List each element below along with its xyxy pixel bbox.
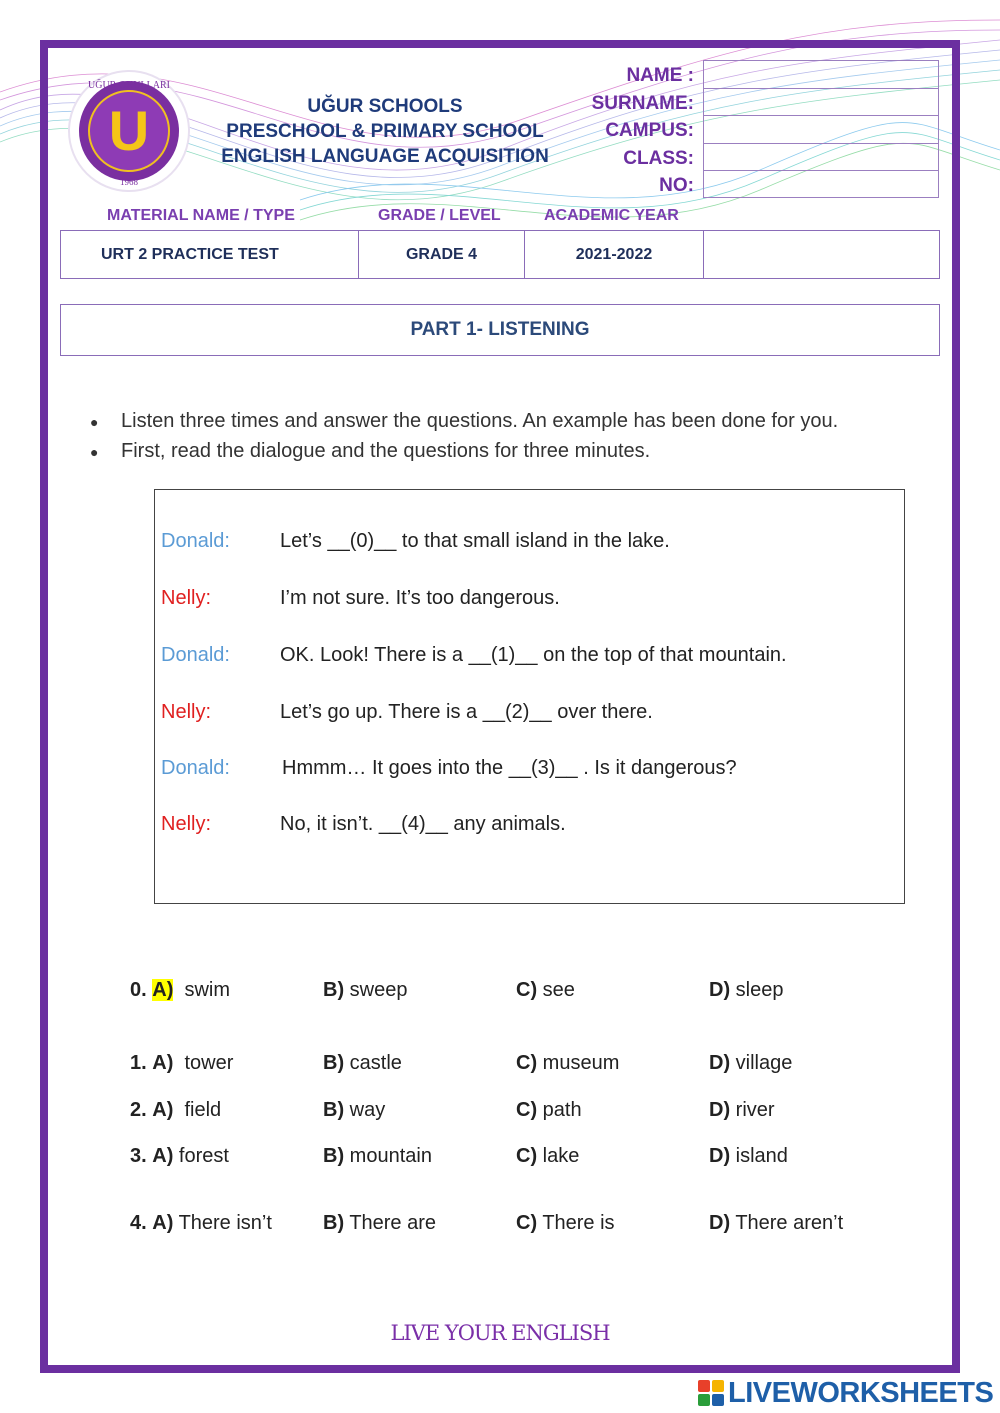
option-text: swim bbox=[184, 979, 231, 1001]
option-text: island bbox=[735, 1145, 788, 1167]
question-option[interactable] bbox=[709, 1048, 792, 1078]
question-option[interactable] bbox=[130, 1048, 233, 1078]
speaker-nelly: Nelly: bbox=[161, 701, 212, 723]
option-text: There aren’t bbox=[735, 1212, 844, 1234]
option-letter: C) bbox=[516, 1145, 538, 1167]
bullet-icon: ● bbox=[90, 443, 99, 460]
option-letter: D) bbox=[709, 979, 731, 1001]
question-option[interactable] bbox=[516, 1048, 619, 1078]
question-option[interactable] bbox=[323, 1095, 385, 1125]
name-label: NAME : bbox=[626, 65, 694, 86]
dialogue-line: Nelly: Let’s go up. There is a __(2)__ over there. bbox=[161, 697, 653, 727]
option-text: river bbox=[735, 1099, 775, 1121]
option-text: There is bbox=[542, 1212, 615, 1234]
speaker-donald: Donald: bbox=[161, 757, 230, 779]
question-option[interactable] bbox=[130, 1095, 221, 1125]
option-letter: D) bbox=[709, 1212, 731, 1234]
question-option[interactable] bbox=[516, 1208, 615, 1238]
school-name-line: PRESCHOOL & PRIMARY SCHOOL bbox=[226, 121, 544, 142]
question-option[interactable] bbox=[709, 1208, 843, 1238]
instruction-item: ● Listen three times and answer the questions. An example has been done for you. bbox=[90, 406, 838, 436]
option-text: forest bbox=[178, 1145, 229, 1167]
option-letter: D) bbox=[709, 1099, 731, 1121]
logo-year: 1968 bbox=[120, 177, 138, 187]
question-number: 1. bbox=[130, 1052, 147, 1074]
question-option[interactable] bbox=[323, 1141, 432, 1171]
option-text: mountain bbox=[349, 1145, 432, 1167]
option-letter: A) bbox=[152, 1052, 174, 1074]
question-option[interactable] bbox=[323, 1208, 436, 1238]
dialogue-line: Donald: OK. Look! There is a __(1)__ on the top of that mountain. bbox=[161, 640, 787, 670]
option-letter: B) bbox=[323, 1099, 345, 1121]
question-option[interactable] bbox=[709, 1141, 788, 1171]
option-text: village bbox=[735, 1052, 793, 1074]
speaker-donald: Donald: bbox=[161, 530, 230, 552]
grade-header: GRADE / LEVEL bbox=[378, 207, 501, 224]
option-text: way bbox=[349, 1099, 386, 1121]
question-option[interactable] bbox=[323, 975, 407, 1005]
no-field[interactable] bbox=[703, 170, 939, 198]
dialogue-line: Donald: Hmmm… It goes into the __(3)__ . Is it dangerous? bbox=[161, 753, 737, 783]
question-option[interactable] bbox=[516, 975, 575, 1005]
option-letter: A) bbox=[152, 1145, 174, 1167]
logo-letter: U bbox=[108, 99, 150, 162]
instructions bbox=[90, 406, 838, 466]
option-text: lake bbox=[542, 1145, 580, 1167]
year-header: ACADEMIC YEAR bbox=[544, 207, 679, 224]
student-id-labels bbox=[560, 62, 694, 200]
surname-field[interactable] bbox=[703, 88, 939, 116]
question-number: 2. bbox=[130, 1099, 147, 1121]
surname-label: SURNAME: bbox=[591, 92, 694, 114]
question-option[interactable] bbox=[709, 1095, 775, 1125]
grade-value: GRADE 4 bbox=[359, 231, 525, 278]
material-header: MATERIAL NAME / TYPE bbox=[107, 207, 295, 224]
school-logo-graphic bbox=[70, 72, 188, 190]
dialogue-box bbox=[154, 489, 905, 904]
dialogue-line: Nelly: I’m not sure. It’s too dangerous. bbox=[161, 583, 560, 613]
speaker-donald: Donald: bbox=[161, 644, 230, 666]
dialogue-line: Nelly: No, it isn’t. __(4)__ any animals. bbox=[161, 809, 566, 839]
question-option[interactable] bbox=[516, 1141, 579, 1171]
year-value: 2021-2022 bbox=[525, 231, 704, 278]
option-text: sleep bbox=[735, 979, 784, 1001]
question-number: 4. bbox=[130, 1212, 147, 1234]
meta-empty-cell bbox=[704, 231, 939, 278]
question-option[interactable] bbox=[130, 1141, 229, 1171]
question-option[interactable] bbox=[709, 975, 783, 1005]
school-logo bbox=[70, 72, 188, 190]
option-letter: B) bbox=[323, 1145, 345, 1167]
option-letter: B) bbox=[323, 1052, 345, 1074]
option-letter: A) bbox=[152, 1212, 174, 1234]
school-name-block bbox=[190, 94, 580, 169]
option-text: sweep bbox=[349, 979, 408, 1001]
option-text: castle bbox=[349, 1052, 402, 1074]
option-text: tower bbox=[184, 1052, 234, 1074]
option-letter: B) bbox=[323, 1212, 345, 1234]
option-text: field bbox=[184, 1099, 222, 1121]
speaker-nelly: Nelly: bbox=[161, 813, 212, 835]
question-option[interactable] bbox=[130, 975, 230, 1005]
option-letter: B) bbox=[323, 979, 345, 1001]
option-letter: A) bbox=[152, 979, 174, 1001]
option-text: museum bbox=[542, 1052, 620, 1074]
student-id-fields bbox=[703, 60, 939, 198]
option-text: There are bbox=[349, 1212, 437, 1234]
question-option[interactable] bbox=[516, 1095, 582, 1125]
question-option[interactable] bbox=[323, 1048, 402, 1078]
class-field[interactable] bbox=[703, 143, 939, 171]
footer-slogan: LIVE YOUR ENGLISH bbox=[390, 1321, 610, 1345]
part-title: PART 1- LISTENING bbox=[60, 304, 940, 356]
meta-table bbox=[60, 230, 940, 279]
material-value: URT 2 PRACTICE TEST bbox=[61, 231, 359, 278]
logo-ring-text: UĞUR OKULLARI bbox=[88, 80, 170, 91]
option-text: There isn’t bbox=[178, 1212, 272, 1234]
option-letter: C) bbox=[516, 1099, 538, 1121]
no-label: NO: bbox=[659, 175, 694, 197]
liveworksheets-watermark: LIVEWORKSHEETS bbox=[698, 1378, 993, 1408]
school-name-line: UĞUR SCHOOLS bbox=[307, 96, 463, 117]
name-field[interactable] bbox=[703, 60, 939, 88]
question-number: 0. bbox=[130, 979, 147, 1001]
option-letter: D) bbox=[709, 1052, 731, 1074]
campus-field[interactable] bbox=[703, 115, 939, 143]
option-letter: A) bbox=[152, 1099, 174, 1121]
instruction-item: ● First, read the dialogue and the questions for three minutes. bbox=[90, 436, 838, 466]
campus-label: CAMPUS: bbox=[605, 120, 694, 142]
class-label: CLASS: bbox=[623, 147, 694, 169]
question-number: 3. bbox=[130, 1145, 147, 1167]
option-text: path bbox=[542, 1099, 582, 1121]
option-text: see bbox=[542, 979, 575, 1001]
school-name-line: ENGLISH LANGUAGE ACQUISITION bbox=[221, 146, 549, 167]
speaker-nelly: Nelly: bbox=[161, 587, 212, 609]
option-letter: C) bbox=[516, 979, 538, 1001]
option-letter: C) bbox=[516, 1212, 538, 1234]
dialogue-line: Donald: Let’s __(0)__ to that small island in the lake. bbox=[161, 526, 670, 556]
liveworksheets-logo-icon bbox=[698, 1380, 724, 1406]
option-letter: C) bbox=[516, 1052, 538, 1074]
bullet-icon: ● bbox=[90, 413, 99, 430]
question-option[interactable] bbox=[130, 1208, 272, 1238]
option-letter: D) bbox=[709, 1145, 731, 1167]
